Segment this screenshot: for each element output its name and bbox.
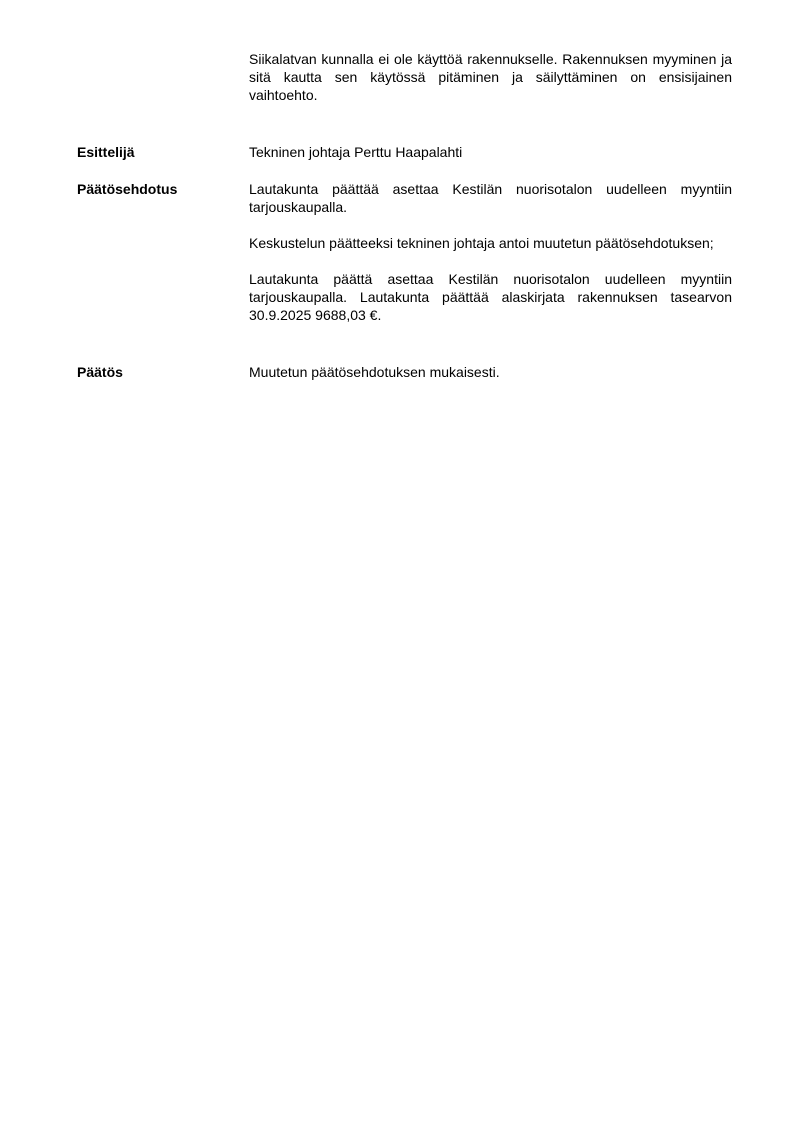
proposal-label: Päätösehdotus — [77, 181, 178, 197]
intro-text: Siikalatvan kunnalla ei ole käyttöä rakennukselle. Rakennuksen myyminen ja sitä kautta sen käytössä pitäminen ja säilyttäminen on ensisijainen vaihtoehto. — [249, 51, 732, 103]
proposal-text — [249, 180, 732, 324]
proposal-paragraph-2: Keskustelun päätteeksi tekninen johtaja antoi muutetun päätösehdotuksen; — [249, 235, 714, 251]
proposal-paragraph-3: Lautakunta päättä asettaa Kestilän nuorisotalon uudelleen myyntiin tarjouskaupalla. Lautakunta päättää alaskirjata rakennuksen tasearvon 30.9.2025 9688,03 €. — [249, 271, 732, 323]
proposal-paragraph-1: Lautakunta päättää asettaa Kestilän nuorisotalon uudelleen myyntiin tarjouskaupalla. — [249, 181, 732, 215]
presenter-value: Tekninen johtaja Perttu Haapalahti — [249, 144, 463, 160]
decision-label: Päätös — [77, 364, 123, 380]
presenter-label: Esittelijä — [77, 144, 135, 160]
decision-value: Muutetun päätösehdotuksen mukaisesti. — [249, 364, 500, 380]
